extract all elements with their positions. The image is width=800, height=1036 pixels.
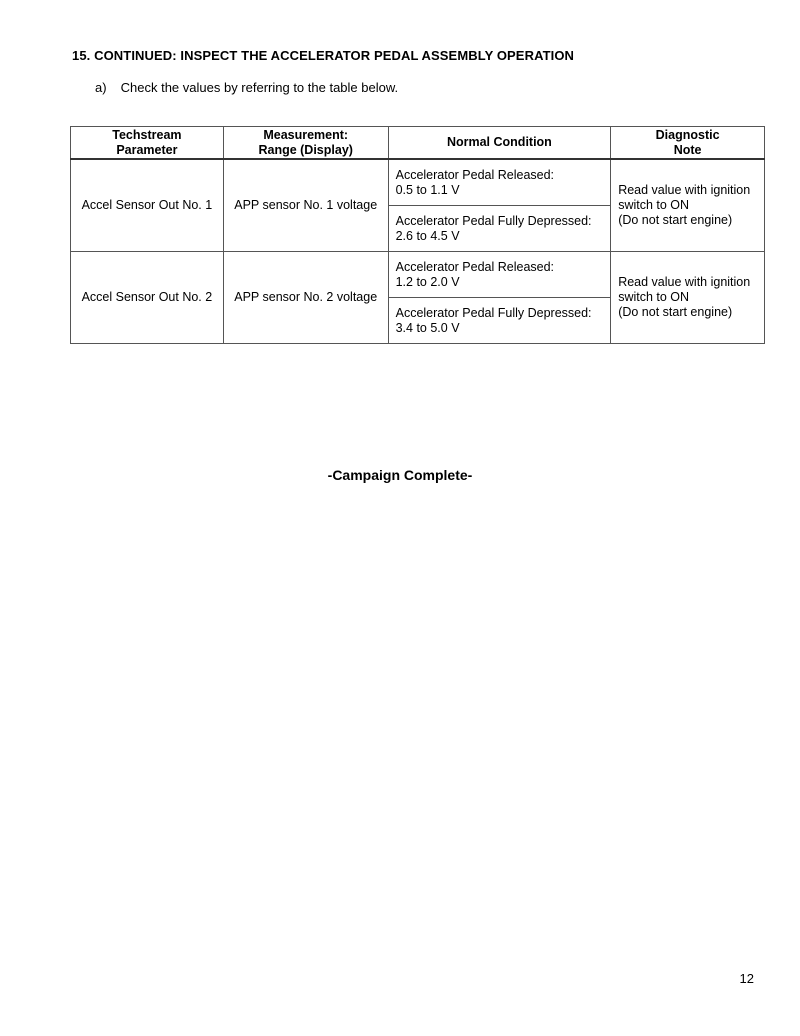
accelerator-values-table [70,126,765,344]
header-parameter: Techstream Parameter [71,127,224,160]
table-row [71,252,765,298]
note-cell: Read value with ignition switch to ON (Do not start engine) [611,159,765,252]
parameter-cell: Accel Sensor Out No. 1 [71,159,224,252]
header-measurement: Measurement: Range (Display) [223,127,388,160]
page-number: 12 [739,971,754,986]
measurement-cell: APP sensor No. 2 voltage [223,252,388,344]
header-normal-condition: Normal Condition [388,127,611,160]
campaign-complete-text: -Campaign Complete- [327,467,473,483]
table-row [71,159,765,206]
note-cell: Read value with ignition switch to ON (Do not start engine) [611,252,765,344]
condition-cell: Accelerator Pedal Fully Depressed: 3.4 to 5.0 V [388,298,611,344]
step-text: Check the values by referring to the table below. [120,80,399,95]
header-diagnostic-note: Diagnostic Note [611,127,765,160]
measurement-cell: APP sensor No. 1 voltage [223,159,388,252]
condition-cell: Accelerator Pedal Released: 0.5 to 1.1 V [388,159,611,206]
condition-cell: Accelerator Pedal Released: 1.2 to 2.0 V [388,252,611,298]
section-heading: 15. CONTINUED: INSPECT THE ACCELERATOR PEDAL ASSEMBLY OPERATION [72,48,575,63]
condition-cell: Accelerator Pedal Fully Depressed: 2.6 to 4.5 V [388,206,611,252]
step-instruction [95,80,398,95]
parameter-cell: Accel Sensor Out No. 2 [71,252,224,344]
table-header-row [71,127,765,160]
step-label: a) [95,80,107,95]
